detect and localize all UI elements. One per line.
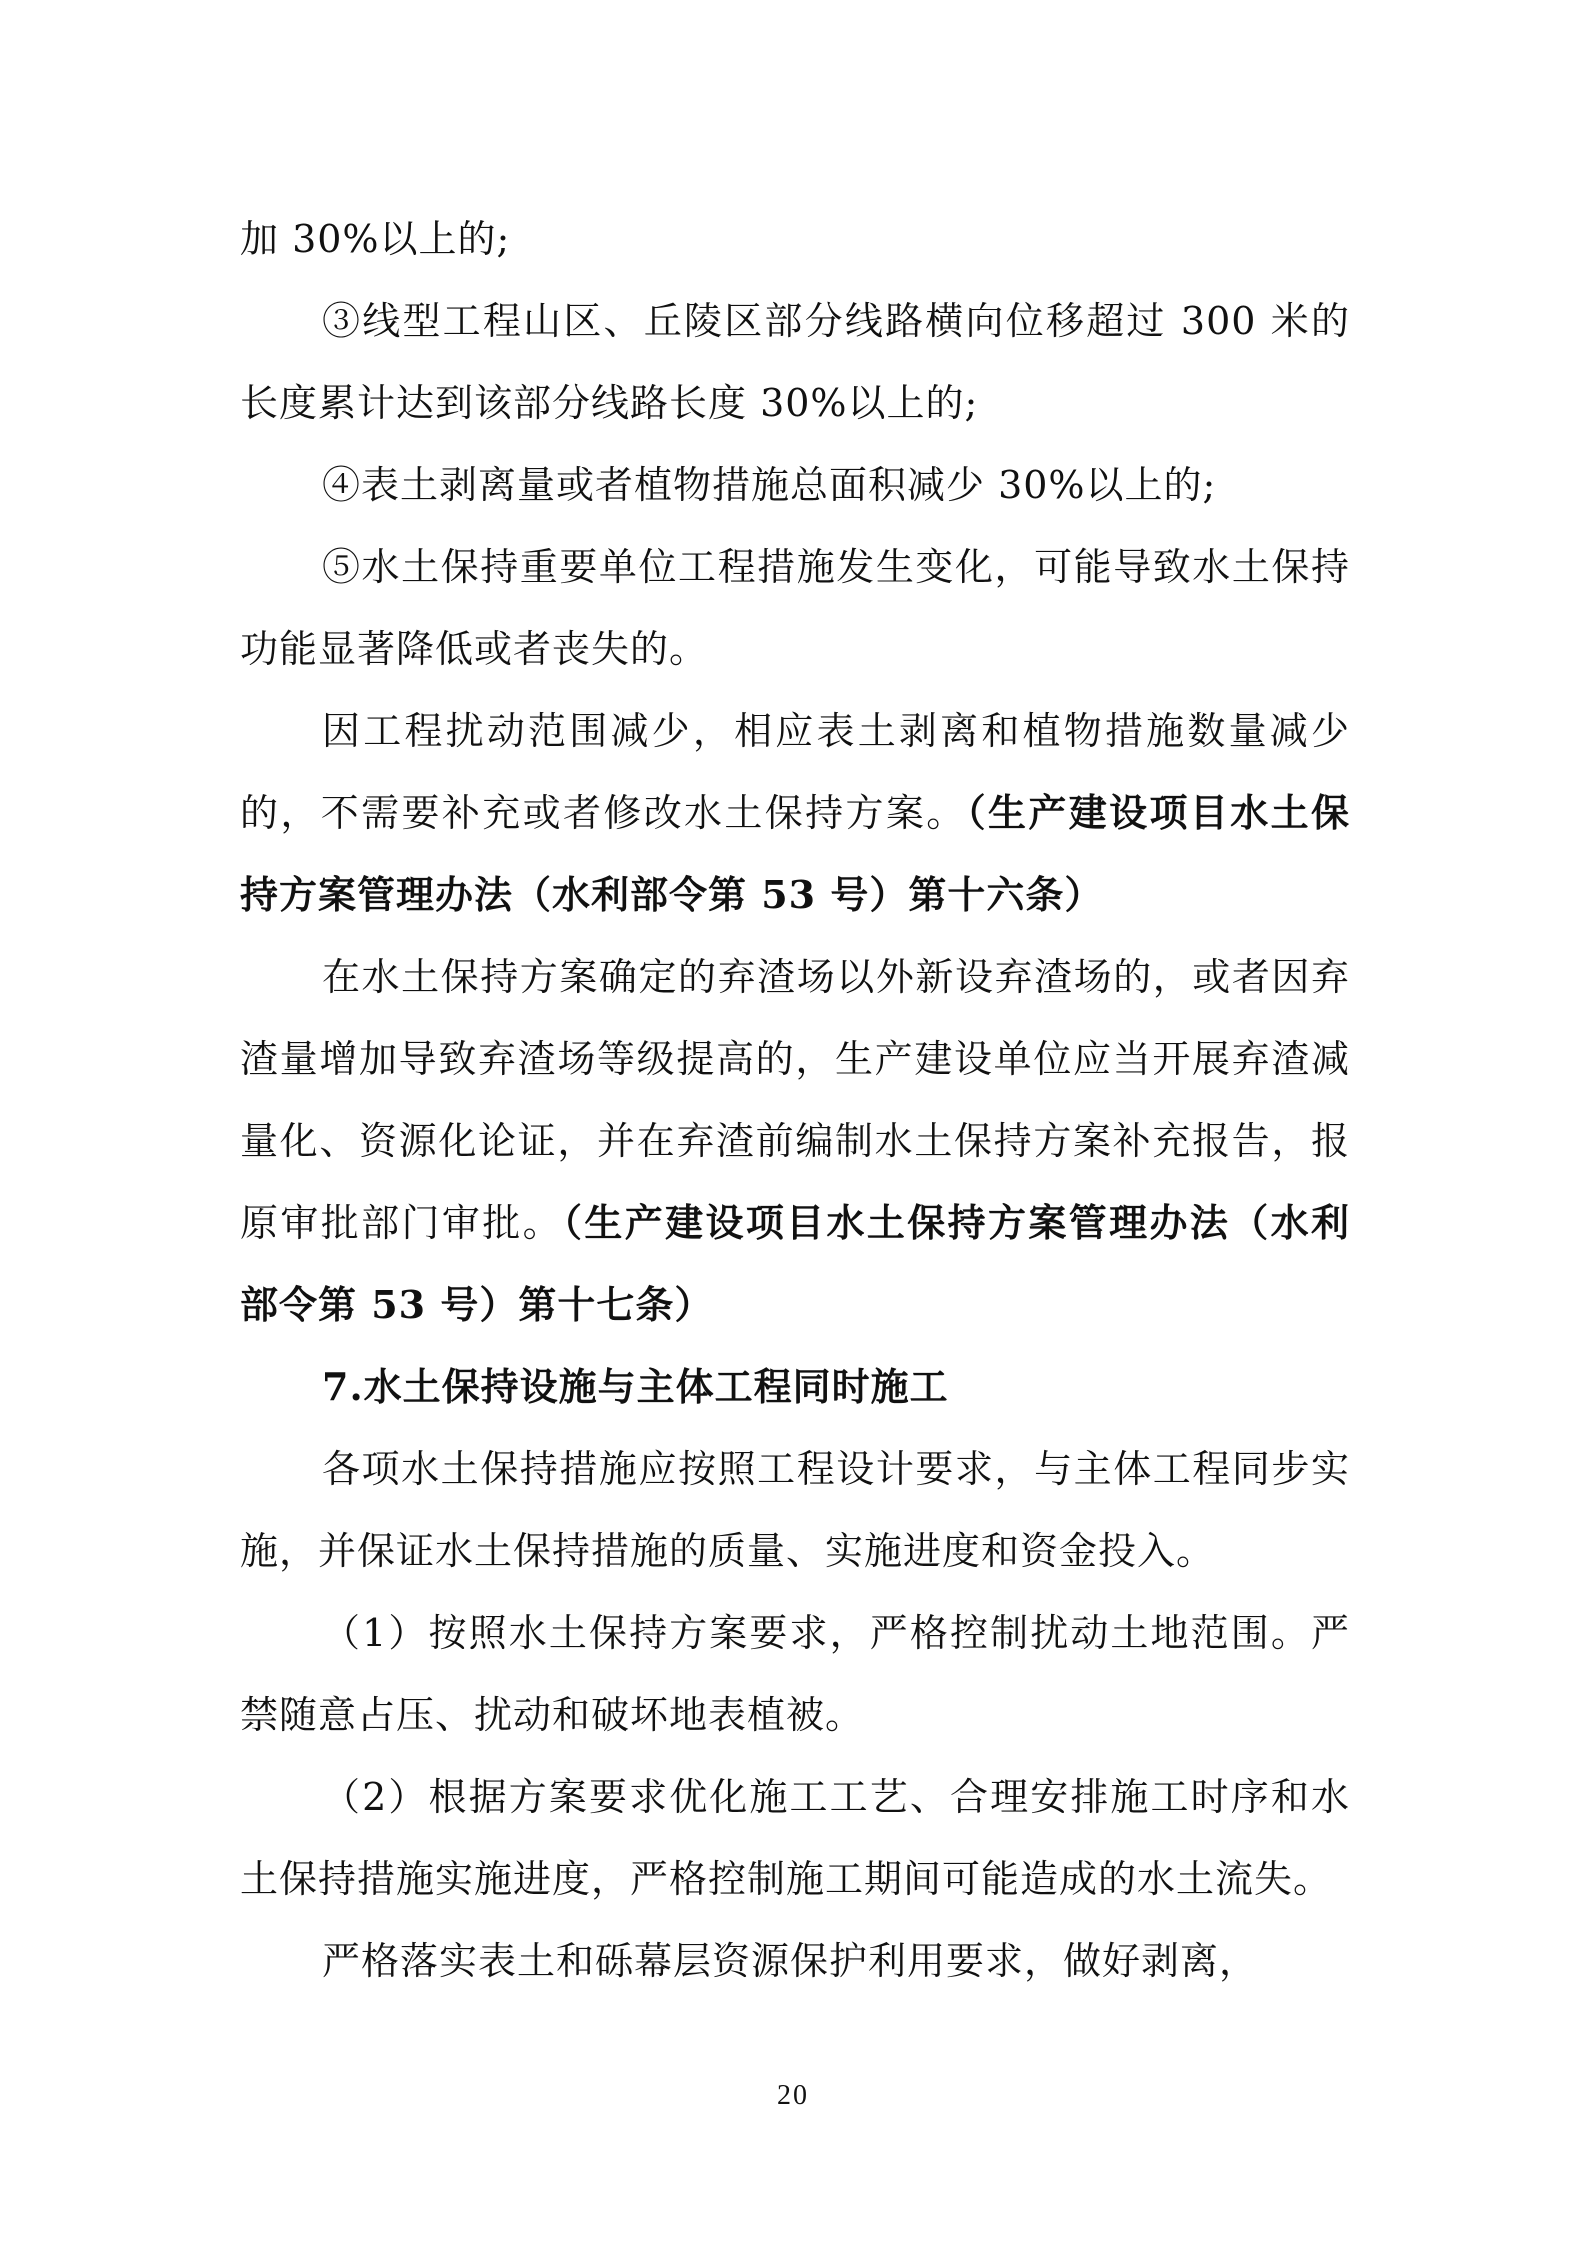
- paragraph-text: ⑤水土保持重要单位工程措施发生变化，可能导致水土保持功能显著降低或者丧失的。: [240, 545, 1350, 671]
- document-body: [240, 198, 1350, 2002]
- paragraph-item-5: [240, 526, 1350, 690]
- paragraph-text: （2）根据方案要求优化施工工艺、合理安排施工时序和水土保持措施实施进度，严格控制施工期间可能造成的水土流失。: [240, 1775, 1350, 1901]
- paragraph-text: 严格落实表土和砾幕层资源保护利用要求，做好剥离，: [322, 1939, 1259, 1983]
- paragraph-text: 在水土保持方案确定的弃渣场以外新设弃渣场的，或者因弃渣量增加导致弃渣场等级提高的，生产建设单位应当开展弃渣减量化、资源化论证，并在弃渣前编制水土保持方案补充报告，报原审批部门审批。: [240, 955, 1350, 1245]
- paragraph-text: 因工程扰动范围减少，相应表土剥离和植物措施数量减少的，不需要补充或者修改水土保持方案。: [240, 709, 1350, 835]
- paragraph-item-3: [240, 280, 1350, 444]
- paragraph-text: ③线型工程山区、丘陵区部分线路横向位移超过 300 米的长度累计达到该部分线路长度 30%以上的;: [240, 299, 1350, 425]
- paragraph-topsoil-protection: [240, 1920, 1350, 2002]
- legal-citation: （生产建设项目水土保持方案管理办法（水利部令第 53 号）第十六条）: [240, 790, 1350, 917]
- paragraph-requirement-2: [240, 1756, 1350, 1920]
- paragraph-synchronous-implementation: [240, 1428, 1350, 1592]
- paragraph-spoil-site-rule: [240, 936, 1350, 1346]
- section-heading-text: 7.水土保持设施与主体工程同时施工: [322, 1364, 949, 1409]
- paragraph-text: （1）按照水土保持方案要求，严格控制扰动土地范围。严禁随意占压、扰动和破坏地表植被。: [240, 1611, 1350, 1737]
- paragraph-item-4: [240, 444, 1350, 526]
- paragraph-text: 加 30%以上的;: [240, 217, 511, 261]
- paragraph-text: ④表土剥离量或者植物措施总面积减少 30%以上的;: [322, 463, 1217, 507]
- paragraph-text: 各项水土保持措施应按照工程设计要求，与主体工程同步实施，并保证水土保持措施的质量、实施进度和资金投入。: [240, 1447, 1350, 1573]
- section-heading: [240, 1346, 1350, 1428]
- paragraph-continuation: [240, 198, 1350, 280]
- paragraph-requirement-1: [240, 1592, 1350, 1756]
- paragraph-reduction-rule: [240, 690, 1350, 936]
- legal-citation: （生产建设项目水土保持方案管理办法（水利部令第 53 号）第十七条）: [240, 1200, 1350, 1327]
- page-number: 20: [777, 2080, 809, 2111]
